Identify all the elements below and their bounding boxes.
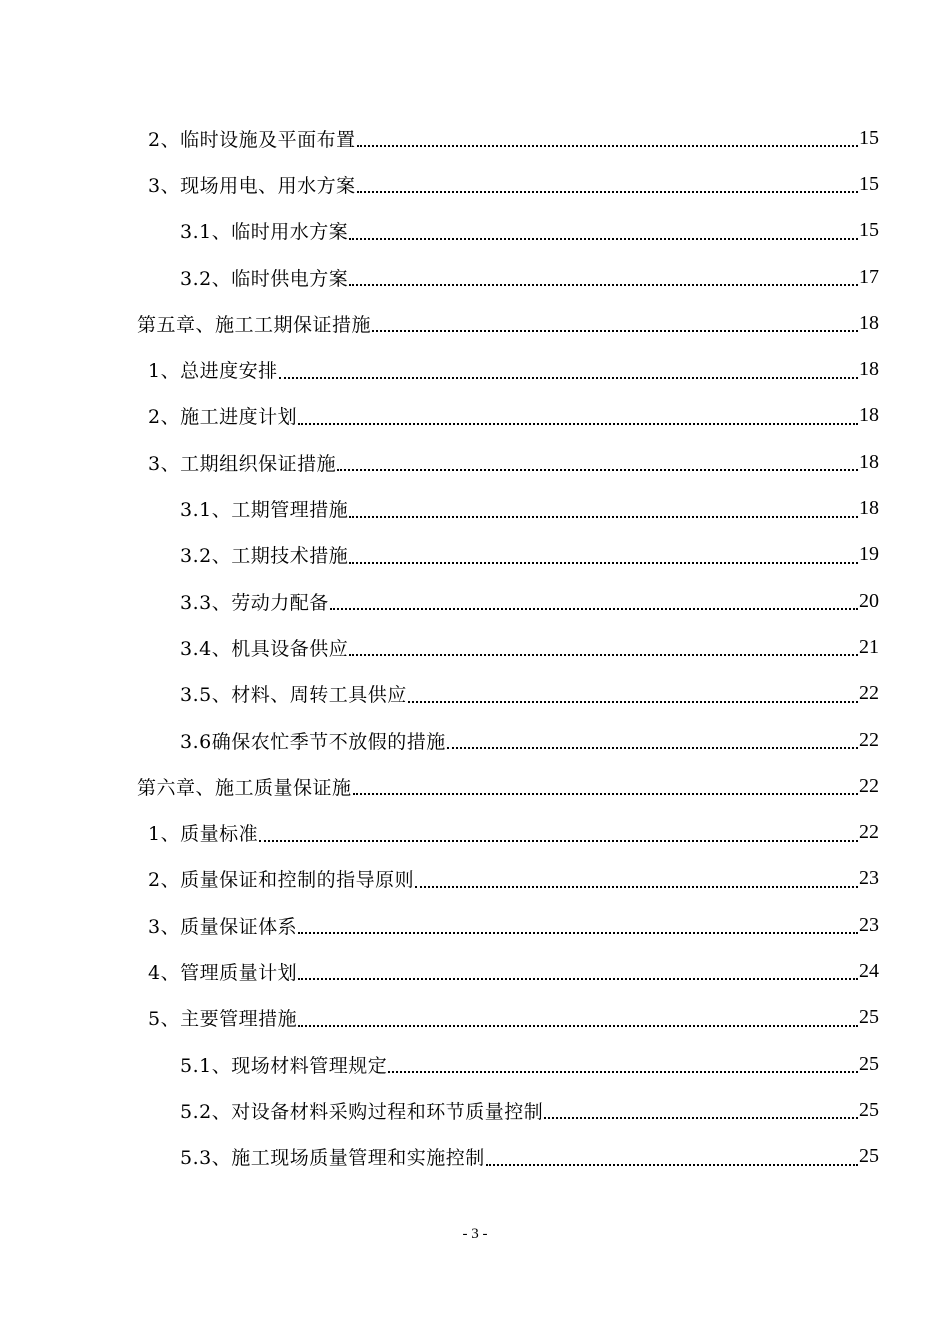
toc-entry-page: 15 — [859, 172, 879, 195]
toc-dot-leader — [408, 701, 858, 703]
toc-entry[interactable] — [0, 995, 950, 1041]
toc-entry-title: 第五章、施工工期保证措施 — [137, 313, 372, 336]
toc-entry-title: 3、工期组织保证措施 — [148, 452, 337, 475]
toc-entry-title: 2、施工进度计划 — [148, 406, 298, 429]
toc-entry[interactable] — [0, 532, 950, 578]
toc-entry-page: 25 — [859, 1145, 879, 1168]
toc-entry[interactable] — [0, 717, 950, 763]
toc-dot-leader — [298, 978, 858, 980]
toc-entry-page: 18 — [859, 311, 879, 334]
toc-entry-title: 2、质量保证和控制的指导原则 — [148, 869, 415, 892]
toc-dot-leader — [357, 145, 858, 147]
toc-entry-page: 19 — [859, 543, 879, 566]
toc-dot-leader — [298, 1025, 858, 1027]
toc-entry[interactable] — [0, 763, 950, 809]
toc-dot-leader — [388, 1071, 858, 1073]
toc-entry-title: 第六章、施工质量保证施 — [137, 776, 352, 799]
toc-entry-page: 25 — [859, 1006, 879, 1029]
table-of-contents — [0, 115, 950, 1180]
toc-entry-page: 15 — [859, 219, 879, 242]
toc-entry-title: 5.1、现场材料管理规定 — [180, 1054, 388, 1077]
toc-dot-leader — [259, 840, 858, 842]
toc-entry-title: 3.5、材料、周转工具供应 — [180, 684, 407, 707]
toc-entry-page: 18 — [859, 358, 879, 381]
toc-dot-leader — [337, 469, 858, 471]
toc-entry-title: 3、现场用电、用水方案 — [148, 174, 356, 197]
toc-entry-title: 5、主要管理措施 — [148, 1008, 298, 1031]
toc-entry-title: 5.3、施工现场质量管理和实施控制 — [180, 1147, 485, 1170]
toc-entry-page: 24 — [859, 959, 879, 982]
toc-dot-leader — [372, 330, 858, 332]
toc-dot-leader — [357, 191, 858, 193]
toc-dot-leader — [349, 284, 858, 286]
toc-entry-title: 1、总进度安排 — [148, 360, 278, 383]
toc-dot-leader — [298, 932, 858, 934]
toc-entry-title: 3.1、临时用水方案 — [180, 221, 349, 244]
toc-dot-leader — [447, 747, 858, 749]
toc-entry[interactable] — [0, 485, 950, 531]
toc-entry-page: 17 — [859, 265, 879, 288]
toc-entry[interactable] — [0, 624, 950, 670]
toc-entry[interactable] — [0, 439, 950, 485]
toc-entry-page: 22 — [859, 682, 879, 705]
toc-dot-leader — [353, 793, 858, 795]
toc-entry[interactable] — [0, 578, 950, 624]
toc-entry-title: 3.3、劳动力配备 — [180, 591, 329, 614]
toc-dot-leader — [349, 516, 858, 518]
toc-entry[interactable] — [0, 1134, 950, 1180]
toc-entry-title: 2、临时设施及平面布置 — [148, 128, 356, 151]
toc-entry[interactable] — [0, 856, 950, 902]
toc-entry-page: 21 — [859, 635, 879, 658]
toc-entry-title: 3.2、工期技术措施 — [180, 545, 349, 568]
toc-entry-page: 23 — [859, 867, 879, 890]
toc-entry-title: 3.2、临时供电方案 — [180, 267, 349, 290]
toc-entry[interactable] — [0, 671, 950, 717]
toc-entry-page: 18 — [859, 450, 879, 473]
toc-entry[interactable] — [0, 115, 950, 161]
toc-entry-page: 25 — [859, 1052, 879, 1075]
toc-entry-page: 20 — [859, 589, 879, 612]
toc-dot-leader — [544, 1117, 858, 1119]
toc-entry-title: 3、质量保证体系 — [148, 915, 298, 938]
toc-entry-page: 23 — [859, 913, 879, 936]
toc-entry-page: 22 — [859, 821, 879, 844]
toc-entry[interactable] — [0, 948, 950, 994]
toc-dot-leader — [330, 608, 858, 610]
toc-entry-page: 15 — [859, 126, 879, 149]
toc-entry[interactable] — [0, 254, 950, 300]
toc-entry[interactable] — [0, 809, 950, 855]
toc-dot-leader — [349, 562, 858, 564]
toc-entry-title: 3.6确保农忙季节不放假的措施 — [180, 730, 446, 753]
toc-entry[interactable] — [0, 393, 950, 439]
toc-dot-leader — [349, 654, 858, 656]
toc-entry-page: 22 — [859, 728, 879, 751]
toc-entry-page: 18 — [859, 497, 879, 520]
toc-dot-leader — [349, 238, 858, 240]
toc-entry-page: 25 — [859, 1098, 879, 1121]
toc-entry[interactable] — [0, 208, 950, 254]
toc-entry[interactable] — [0, 1087, 950, 1133]
toc-entry-title: 5.2、对设备材料采购过程和环节质量控制 — [180, 1100, 544, 1123]
toc-dot-leader — [279, 377, 858, 379]
toc-entry[interactable] — [0, 300, 950, 346]
toc-dot-leader — [298, 423, 858, 425]
toc-entry[interactable] — [0, 1041, 950, 1087]
toc-entry-title: 3.4、机具设备供应 — [180, 637, 349, 660]
toc-entry[interactable] — [0, 902, 950, 948]
toc-entry-title: 4、管理质量计划 — [148, 961, 298, 984]
toc-dot-leader — [415, 886, 858, 888]
toc-entry-page: 22 — [859, 774, 879, 797]
toc-entry-title: 3.1、工期管理措施 — [180, 499, 349, 522]
toc-entry-page: 18 — [859, 404, 879, 427]
page-number: - 3 - — [462, 1226, 488, 1242]
toc-entry[interactable] — [0, 161, 950, 207]
toc-dot-leader — [486, 1164, 858, 1166]
toc-entry-title: 1、质量标准 — [148, 823, 259, 846]
toc-entry[interactable] — [0, 346, 950, 392]
